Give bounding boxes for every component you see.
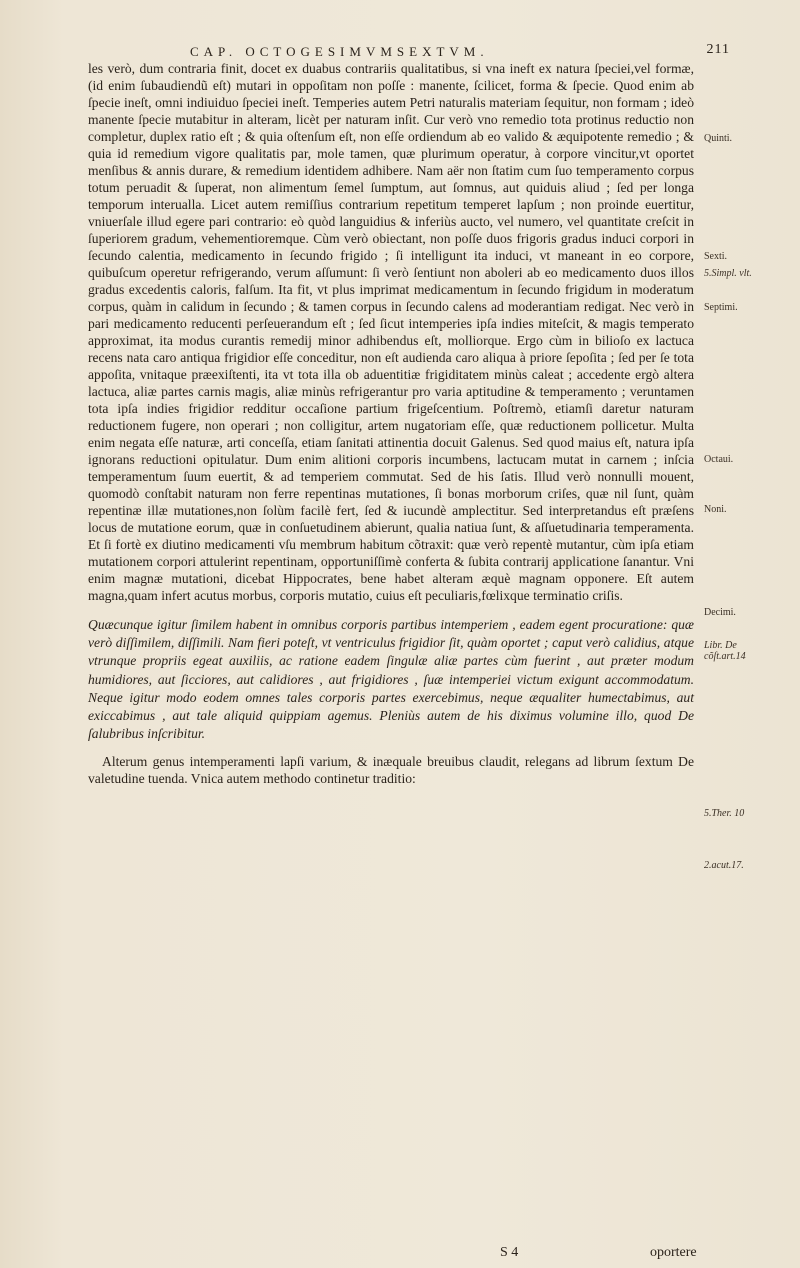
- margin-note-quinti: Quinti.: [704, 133, 733, 144]
- margin-note-libr: Libr. De cõſt.art.14: [704, 640, 746, 662]
- catchword: oportere: [650, 1245, 697, 1260]
- margin-note-sexti: Sexti.: [704, 251, 728, 262]
- margin-note-ther: 5.Ther. 10: [704, 808, 745, 819]
- margin-note-septimi: Septimi.: [704, 302, 738, 313]
- main-text-block: [88, 60, 694, 787]
- signature-mark: S 4: [500, 1245, 519, 1260]
- margin-note-noni: Noni.: [704, 504, 727, 515]
- margin-note-acut: 2.acut.17.: [704, 860, 744, 871]
- margin-note-simpl: 5.Simpl. vlt.: [704, 268, 752, 279]
- running-title: CAP. OCTOGESIMVMSEXTVM.: [190, 44, 489, 59]
- body-paragraph-last: Alterum genus intemperamenti lapſi varium, & inæquale breuibus claudit, relegans ad librum ſextum De valetudine tuenda. Vnica autem methodo continetur traditio:: [88, 754, 694, 787]
- page-number: 211: [706, 42, 730, 57]
- margin-note-decimi: Decimi.: [704, 607, 736, 618]
- body-paragraph: les verò, dum contraria finit, docet ex duabus contrariis qualitatibus, si vna ineft ex natura ſpeciei,vel formæ, (id enim ſubaudiendũ eſt) mutari in oppoſitam non poſſe : manente, ſcilicet, forma & ſpecie. Quod enim ab ſpecie ineſt, omni indiuiduo ſpeciei ineſt. Temperies autem Petri naturalis materiam ſequitur, non formam ; ideò manente ſpecie mutabitur in alteram, licèt per naturam inſit. Cur verò vno remedio tota protinus reductio non completur, duplex ratio eſt ; & quia oſtenſum eſt, non eſſe ordiendum ab eo valido & æquipotente remedio ; & quia id remedium vigore qualitatis par, mole tamen, quæ plurimum operatur, à corpore vincitur,vt oportet menſibus & annis durare, & remedium identidem adhibere. Nam aër non ſtatim cum ſuo temperamento corpus totum peruadit & ſuperat, non alimentum ſemel ſumptum, aut ſomnus, aut quiduis aliud ; ſed per longa temporum interualla. Licet autem remiſſius contrarium repetitum temperet lapſum ; non proinde euertitur, vniuerſale illud egere pari contrario: eò quòd languidius & inferiùs aucto, vel numero, vel quantitate creſcit in ſuperiorem gradum, vehementioremque. Cùm verò obiectant, non poſſe duos frigoris gradus induci corpori in ſecundo calentia, medicamento in ſecundo frigido ; ſi intelligunt ita induci, vt maneant in eo corpore, quibuſcum operetur refrigerando, verum aſſumunt: ſi verò ſentiunt non aboleri ab eo medicamento duos illos gradus excedentis caloris, falſum. Ita fit, vt plus imprimat medicamentum in ſecundo frigidum in moderatum corpus, quàm in calidum in ſecundo ; & tamen corpus in ſecundo calens ad moderantiam redigat. Nec verò in pari medicamento reducenti perſeuerandum eſt ; ſed ſicut intemperies ipſa indies miteſcit, & magis temperato approximat, ita modus curantis remedij minor adhibendus eſt, molliorque. Ergo cùm in bilioſo ex lactuca recens nata caro antiqua frigidior eſſe conceditur, non eſt audienda caro aliqua à priore ſepoſita ; ſed per ſe tota appoſita, vnitaque præexiſtenti, ita vt tota illa ob aduentitiæ frigiditatem minùs caleat ; accedente ergò altera lactuca, aliæ partes carnis magis, aliæ minùs refrigerantur pro varia aptitudine & temperamento ; veruntamen tota ipſa indies frigidior redditur occaſione partium frigeſcentium. Poſtremò, etiamſi daretur naturam reductionem fugere, non operari ; non colligitur, artem nugatoriam eſſe, quæ reductionem pollicetur. Multa enim negata eſſe naturæ, arti conceſſa, etiam ſanitati attinentia docuit Galenus. Sed quod maius eſt, natura ipſa ignorans reductioni opitulatur. Dum enim alitioni corporis incumbens, lactucam mutat in carnem ; inſcia temperamentum ſuum euertit, & ad temperiem commutat. Sed de his ſatis. Illud verò nonnulli mouent, quomodò conſtabit naturam non ferre repentinas mutationes, ſi bonas morborum criſes, quæ nil ſunt, quàm repentinæ illæ mutationes,non ſolùm facilè fert, ſed & iucundè amplectitur. Sed interpretandus eſt præſens locus de mutatione eorum, quæ in conſuetudinem abierunt, qualia natiua ſunt, & aſſuetudinaria temperamenta. Et ſi fortè ex diutino medicamenti vſu membrum habitum cõtraxit: quæ verò repentè mutantur, cùm ipſa etiam mutationem corpori attulerint repentinam, opportuniſſimè conferta & ſubita contrarij applicatione ſanantur. Vni enim magnæ mutationi, dicebat Hippocrates, bene habet alteram æquè magnam opponere. Eſt autem magna,quam infert acutus morbus, corporis mutatio, cuius eſt peculiaris,fœlixque terminatio criſis.: [88, 61, 694, 603]
- margin-note-octaui: Octaui.: [704, 454, 734, 465]
- italic-quotation: Quæcunque igitur ſimilem habent in omnibus corporis partibus intemperiem , eadem egent procuratione: quæ verò diſſimilem, diſſimili. Nam fieri poteſt, vt ventriculus frigidior ſit, quàm oportet ; caput verò calidius, atque vtrunque propriis egeat auxiliis, ac ratione eadem ſingulæ aliæ partes cùm fuerint , aut præter modum humidiores, aut ſicciores, aut calidiores , aut frigidiores , ſuæ intemperiei victum exigunt accommodatum. Neque igitur modo eodem omnes tales corporis partes exercebimus, neque æqualiter humectabimus, aut exiccabimus , aut tale aliquid quippiam agemus. Pleniùs autem de his diximus volumine illo, quod De ſalubribus inſcribitur.: [88, 617, 694, 742]
